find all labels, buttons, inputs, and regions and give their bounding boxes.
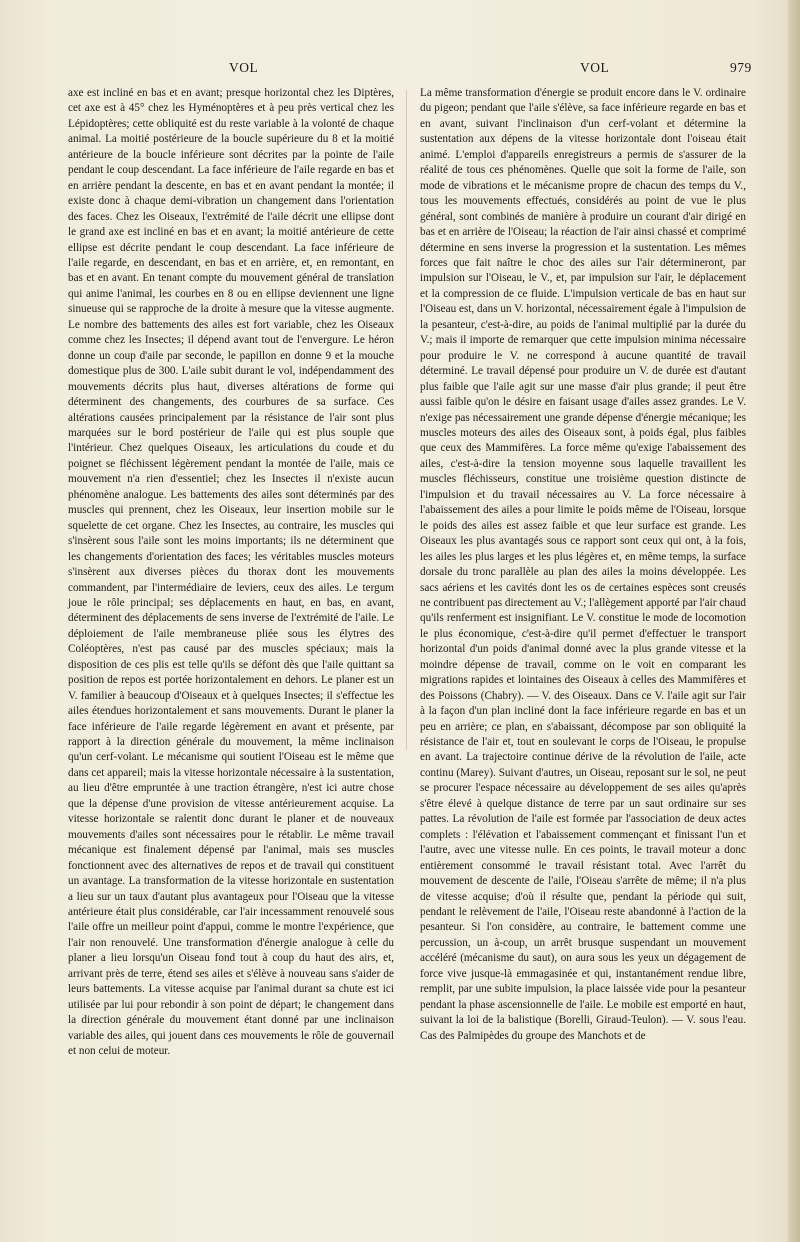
header-left-title: VOL [229, 60, 259, 75]
right-column-text: La même transformation d'énergie se produit encore dans le V. ordinaire du pigeon; pendant que l'aile s'élève, sa face inférieure regarde en bas et en avant, suivant l'inclinaison d'un cerf-volant et détermine la sustentation aux dépens de la vitesse horizontale dont l'oiseau était animé. L'emploi d'appareils enregistreurs a permis de s'assurer de la réalité de tous ces phénomènes. Quelle que soit la forme de l'aile, son mode de vibrations et le mécanisme propre de chacun des temps du V., tous les mouvements effectués, considérés au point de vue le plus général, sont combinés de manière à produire un courant d'air dirigé en bas et en arrière de l'Oiseau; la réaction de l'air ainsi chassé et comprimé détermine en sens inverse la progression et la sustentation. Les mêmes forces que fait naître le choc des ailes sur l'air détermineront, par impulsion sur l'Oiseau, le V., et, par impulsion sur l'air, le déplacement et la compression de ce fluide. L'impulsion verticale de bas en haut sur l'Oiseau est, dans un V. horizontal, nécessairement égale à l'impulsion de la pesanteur, c'est-à-dire, au poids de l'animal multiplié par la durée du V.; mais il importe de remarquer que cette impulsion minima nécessaire pour produire le V. ne correspond à aucune quantité de travail déterminé. Le travail dépensé pour produire un V. de durée est d'autant plus faible que l'aile agit sur une masse d'air plus grande; il peut être aussi faible qu'on le désire en faisant usage d'ailes assez grandes. Le V. n'exige pas nécessairement une grande dépense d'énergie mécanique; les muscles moteurs des ailes des Oiseaux sont, à poids égal, plus faibles que ceux des Mammifères. La force même qu'exige l'abaissement des ailes, c'est-à-dire la tension moyenne sous laquelle travaillent les muscles fléchisseurs, constitue une troisième question distincte de l'impulsion et du travail nécessaires au V. La force nécessaire à l'abaissement des ailes a pour limite le poids même de l'Oiseau, lorsque le poids des ailes est assez faible et que leur surface est grande. Les Oiseaux les plus avantagés sous ce rapport sont ceux qui ont, à la fois, les ailes les plus larges et les plus légères et, en même temps, la surface dorsale du tronc parallèle au plan des ailes la moins développée. Les sacs aériens et les cavités dont les os de certaines espèces sont creusés ne contribuent pas directement au V.; l'allègement apporté par l'air chaud qu'ils renferment est insignifiant. Le V. constitue le mode de locomotion le plus économique, c'est-à-dire qu'il permet d'effectuer le transport horizontal d'un poids d'animal donné avec la plus grande vitesse et la moindre dépense de travail, comme on le voit en comparant les migrations rapides et lointaines des Oiseaux à celles des Mammifères et des Poissons (Chabry). — V. des Oiseaux. Dans ce V. l'aile agit sur l'air à la façon d'un plan incliné dont la face inférieure regarde en bas et un peu en arrière; ce plan, en s'abaissant, décompose par son obliquité la résistance de l'air et, tout en soulevant le corps de l'Oiseau, le propulse en avant. La trajectoire continue dérive de la révolution de l'aile, acte continu (Marey). Suivant d'autres, un Oiseau, reposant sur le sol, ne peut se procurer l'espace nécessaire au développement de ses ailes qu'après s'être élevé à quelque distance de terre par un saut ordinaire sur ses pattes. La révolution de l'aile est formée par l'association de deux actes complets : l'élévation et l'abaissement commençant et finissant l'un et l'autre, avec une vitesse nulle. En ces points, le travail moteur a donc entièrement consommé le travail résistant total. Avec l'arrêt du mouvement de descente de l'aile, l'Oiseau s'arrête de même; il n'a plus de vitesse acquise; d'où il résulte que, pendant la période qui suit, pendant le relèvement de l'aile, l'Oiseau reste abandonné à l'action de la pesanteur. Si l'on considère, au contraire, le battement comme une percussion, un à-coup, un arrêt brusque suspendant un mouvement accéléré (mécanisme du saut), on aura sous les yeux un dégagement de force vive jusque-là emmagasinée et qui, instantanément rendue libre, remplit, par une subite impulsion, la place laissée vide pour la pesanteur pendant la phase ascensionnelle de l'aile. Le mobile est emporté en haut, suivant la loi de la balistique (Borelli, Giraud-Teulon). — V. sous l'eau. Cas des Palmipèdes du groupe des Manchots et de [420, 87, 746, 1042]
book-spine-edge [788, 0, 800, 1242]
left-column-text: axe est incliné en bas et en avant; presque horizontal chez les Diptères, cet axe est à 45° chez les Hyménoptères et à peu près vertical chez les Lépidoptères; cette obliquité est du reste variable à la volonté de chaque animal. La moitié postérieure de la boucle supérieure du 8 et la moitié antérieure de la boucle inférieure sont décrites par la pointe de l'aile pendant le coup descendant. La face inférieure de l'aile regarde en bas et en arrière pendant la descente, en bas et en avant pendant la montée; il existe donc à chaque demi-vibration un changement dans l'orientation des faces. Chez les Oiseaux, l'extrémité de l'aile décrit une ellipse dont le grand axe est incliné en bas et en avant; la moitié antérieure de cette ellipse est décrite pendant le coup descendant. La face inférieure de l'aile regarde, en descendant, en bas et en arrière, et, en remontant, en bas et en avant. En tenant compte du mouvement général de translation qui anime l'animal, les courbes en 8 ou en ellipse deviennent une ligne sinueuse qui se rapproche de la droite à mesure que la vitesse augmente. Le nombre des battements des ailes est fort variable, chez les Oiseaux comme chez les Insectes; il dépend avant tout de l'envergure. Le héron donne un coup d'aile par seconde, le papillon en donne 9 et la mouche domestique plus de 300. L'aile subit durant le vol, indépendamment des mouvements décrits plus haut, diverses altérations de forme qui déterminent des changements, des courbures de sa surface. Ces altérations causées principalement par la résistance de l'air sont plus marquées sur le bord postérieur de l'aile qui est plus souple que l'intérieur. Chez quelques Oiseaux, les articulations du coude et du poignet se fléchissent légèrement pendant la montée de l'aile, mais ce mouvement n'a rien d'essentiel; chez les Insectes il n'existe aucun phénomène analogue. Les battements des ailes sont déterminés par des muscles qui prennent, chez les Oiseaux, leur insertion mobile sur le squelette de cet organe. Chez les Insectes, au contraire, les muscles qui s'insèrent sous l'aile sont les moins importants; ils ne déterminent que les changements d'orientation des faces; les véritables muscles moteurs s'insèrent aux diverses pièces du thorax dont les mouvements commandent, par l'intermédiaire de leviers, ceux des ailes. Le tergum joue le rôle principal; ses déplacements en haut, en bas, en avant, déterminent des déplacements de sens inverse de l'extrémité de l'aile. Le déploiement de l'aile membraneuse pliée sous les élytres des Coléoptères, n'est pas causé par des muscles spéciaux; mais la disposition de ces plis est telle qu'ils se défont dès que l'aile quittant sa position de repos est portée horizontalement en dehors. Le planer est un V. familier à beaucoup d'Oiseaux et à quelques Insectes; il s'effectue les ailes étendues horizontalement et sans mouvements. Durant le planer la face inférieure de l'aile regarde légèrement en avant et présente, par rapport à la direction générale du mouvement, la même inclinaison qu'un cerf-volant. Le mécanisme qui soutient l'Oiseau est le même que dans cet appareil; mais la vitesse horizontale nécessaire à la sustentation, au lieu d'être empruntée à une traction étrangère, n'est ici autre chose que la dépense d'une provision de vitesse antérieurement acquise. La vitesse horizontale se ralentit donc durant le planer et de nouveaux mouvements d'ailes sont nécessaires pour le rétablir. Le même travail mécanique est finalement dépensé par l'animal, mais ses muscles fonctionnent avec des alternatives de repos et de travail qui constituent un avantage. La transformation de la vitesse horizontale en sustentation a lieu sur un taux d'autant plus avantageux pour l'Oiseau que la vitesse antérieure était plus considérable, car l'air incessamment renouvelé sous l'aile offre un meilleur point d'appui, comme le montre l'expérience, que l'air non renouvelé. Une transformation d'énergie analogue à celle du planer a lieu lorsqu'un Oiseau fond tout à coup du haut des airs, et, arrivant près de terre, étend ses ailes et s'élève à nouveau sans s'aider de leurs battements. La vitesse acquise par l'animal durant sa chute est ici utilisée par lui pour rebondir à son point de départ; le changement dans la direction générale du mouvement étant donné par une inclinaison variable des ailes, qui jouent dans ces mouvements le rôle de gouvernail et non celui de moteur. [68, 87, 394, 1058]
header-right-title: VOL [580, 60, 610, 75]
column-divider [406, 90, 407, 750]
right-column [420, 86, 746, 1042]
left-column [68, 86, 394, 1161]
running-header [0, 60, 800, 82]
page-number: 979 [730, 60, 752, 75]
